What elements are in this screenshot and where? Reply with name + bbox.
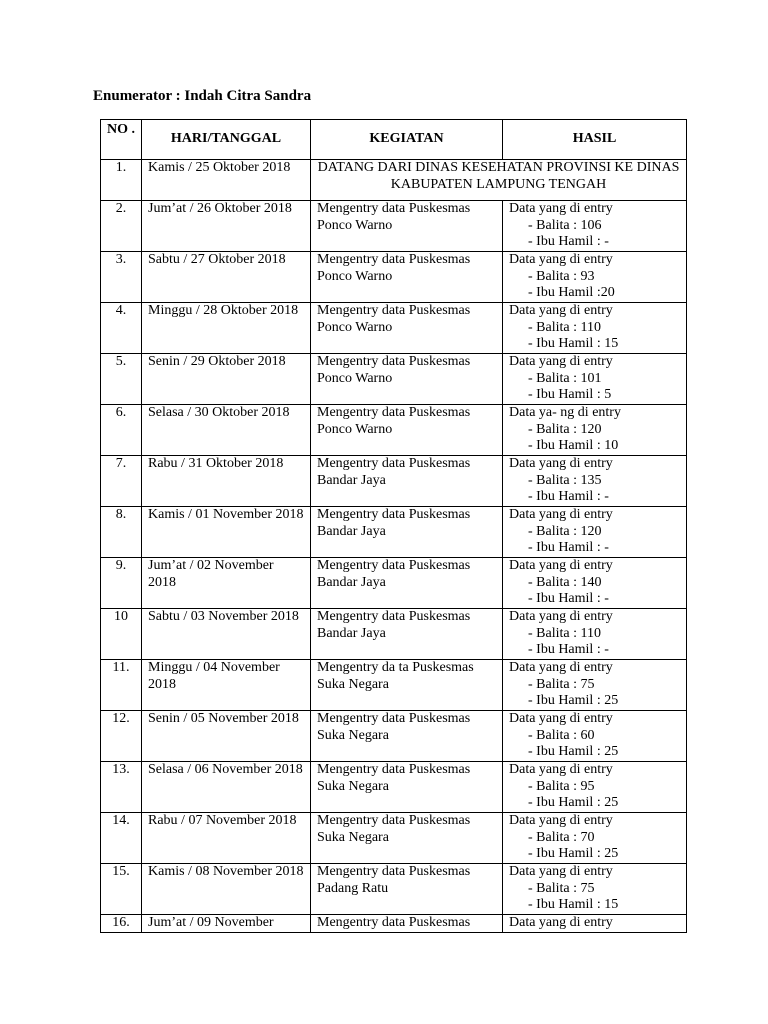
hasil-item: - Balita : 75 <box>528 676 595 692</box>
row-hasil <box>503 558 687 609</box>
enumerator-title: Enumerator : Indah Citra Sandra <box>93 88 312 104</box>
row-kegiatan: Mengentry data Puskesmas Bandar Jaya <box>311 456 503 507</box>
row-hasil <box>503 405 687 456</box>
table-row <box>101 405 687 456</box>
row-hari-tanggal: Minggu / 28 Oktober 2018 <box>142 303 311 354</box>
row-number: 9. <box>101 558 142 609</box>
row-number: 11. <box>101 660 142 711</box>
hasil-item: - Balita : 75 <box>528 880 595 896</box>
hasil-heading: Data yang di entry <box>509 660 613 675</box>
row-hasil <box>503 252 687 303</box>
row-number: 8. <box>101 507 142 558</box>
hasil-heading: Data yang di entry <box>509 609 613 624</box>
hasil-heading: Data yang di entry <box>509 303 613 318</box>
table-row <box>101 201 687 252</box>
row-hari-tanggal: Sabtu / 27 Oktober 2018 <box>142 252 311 303</box>
row-hari-tanggal: Rabu / 31 Oktober 2018 <box>142 456 311 507</box>
hasil-item: - Ibu Hamil : 25 <box>528 693 619 708</box>
table-row <box>101 609 687 660</box>
row-hari-tanggal: Selasa / 06 November 2018 <box>142 762 311 813</box>
table-row <box>101 354 687 405</box>
hasil-item: - Balita : 95 <box>528 778 595 794</box>
hasil-heading: Data yang di entry <box>509 813 613 828</box>
row-hari-tanggal: Minggu / 04 November 2018 <box>142 660 311 711</box>
row-kegiatan-merged: DATANG DARI DINAS KESEHATAN PROVINSI KE DINAS KABUPATEN LAMPUNG TENGAH <box>311 160 687 201</box>
hasil-item: - Ibu Hamil : 25 <box>528 795 619 810</box>
hasil-heading: Data yang di entry <box>509 456 613 471</box>
header-no: NO . <box>101 120 142 160</box>
row-hasil <box>503 864 687 915</box>
row-number: 2. <box>101 201 142 252</box>
table-row <box>101 558 687 609</box>
hasil-item: - Balita : 135 <box>528 472 602 488</box>
row-number: 12. <box>101 711 142 762</box>
hasil-item: - Balita : 120 <box>528 421 602 437</box>
hasil-heading: Data yang di entry <box>509 915 613 930</box>
hasil-item: - Ibu Hamil : 25 <box>528 744 619 759</box>
row-kegiatan: Mengentry data Puskesmas <box>311 915 503 933</box>
hasil-heading: Data ya- ng di entry <box>509 405 621 420</box>
table-row <box>101 762 687 813</box>
hasil-item: - Ibu Hamil : 15 <box>528 336 619 351</box>
row-kegiatan: Mengentry data Puskesmas Padang Ratu <box>311 864 503 915</box>
row-hari-tanggal: Kamis / 01 November 2018 <box>142 507 311 558</box>
hasil-item: - Ibu Hamil :20 <box>528 285 615 300</box>
row-kegiatan: Mengentry data Puskesmas Ponco Warno <box>311 303 503 354</box>
hasil-item: - Balita : 70 <box>528 829 595 845</box>
hasil-item: - Ibu Hamil : - <box>528 591 609 606</box>
hasil-item: - Balita : 140 <box>528 574 602 590</box>
row-kegiatan: Mengentry da ta Puskesmas Suka Negara <box>311 660 503 711</box>
row-kegiatan: Mengentry data Puskesmas Suka Negara <box>311 762 503 813</box>
table-row <box>101 507 687 558</box>
table-row <box>101 711 687 762</box>
row-hari-tanggal: Senin / 29 Oktober 2018 <box>142 354 311 405</box>
hasil-item: - Ibu Hamil : - <box>528 540 609 555</box>
row-hari-tanggal: Jum’at / 26 Oktober 2018 <box>142 201 311 252</box>
table-body <box>101 160 687 933</box>
row-hari-tanggal: Rabu / 07 November 2018 <box>142 813 311 864</box>
row-hari-tanggal: Sabtu / 03 November 2018 <box>142 609 311 660</box>
row-kegiatan: Mengentry data Puskesmas Suka Negara <box>311 813 503 864</box>
hasil-item: - Ibu Hamil : - <box>528 642 609 657</box>
hasil-item: - Balita : 60 <box>528 727 595 743</box>
hasil-item: - Ibu Hamil : 25 <box>528 846 619 861</box>
hasil-item: - Ibu Hamil : 5 <box>528 387 612 402</box>
row-hari-tanggal: Kamis / 08 November 2018 <box>142 864 311 915</box>
row-kegiatan: Mengentry data Puskesmas Ponco Warno <box>311 201 503 252</box>
table-header-row <box>101 120 687 160</box>
row-number: 16. <box>101 915 142 933</box>
row-hasil <box>503 507 687 558</box>
row-kegiatan: Mengentry data Puskesmas Suka Negara <box>311 711 503 762</box>
header-hari-tanggal: HARI/TANGGAL <box>142 120 311 160</box>
hasil-heading: Data yang di entry <box>509 762 613 777</box>
table-row <box>101 160 687 201</box>
row-hari-tanggal: Jum’at / 09 November <box>142 915 311 933</box>
hasil-heading: Data yang di entry <box>509 201 613 216</box>
row-hasil <box>503 456 687 507</box>
header-kegiatan: KEGIATAN <box>311 120 503 160</box>
row-number: 3. <box>101 252 142 303</box>
row-hari-tanggal: Kamis / 25 Oktober 2018 <box>142 160 311 201</box>
row-number: 4. <box>101 303 142 354</box>
hasil-heading: Data yang di entry <box>509 354 613 369</box>
row-hasil <box>503 609 687 660</box>
row-number: 10 <box>101 609 142 660</box>
row-kegiatan: Mengentry data Puskesmas Bandar Jaya <box>311 558 503 609</box>
hasil-heading: Data yang di entry <box>509 558 613 573</box>
hasil-item: - Balita : 110 <box>528 625 601 641</box>
row-hari-tanggal: Senin / 05 November 2018 <box>142 711 311 762</box>
hasil-item: - Balita : 101 <box>528 370 602 386</box>
row-hasil <box>503 915 687 933</box>
row-kegiatan: Mengentry data Puskesmas Bandar Jaya <box>311 507 503 558</box>
row-kegiatan: Mengentry data Puskesmas Ponco Warno <box>311 354 503 405</box>
row-hasil <box>503 660 687 711</box>
row-kegiatan: Mengentry data Puskesmas Ponco Warno <box>311 405 503 456</box>
row-hasil <box>503 201 687 252</box>
row-number: 14. <box>101 813 142 864</box>
row-hari-tanggal: Selasa / 30 Oktober 2018 <box>142 405 311 456</box>
table-row <box>101 252 687 303</box>
hasil-item: - Balita : 110 <box>528 319 601 335</box>
hasil-item: - Ibu Hamil : - <box>528 489 609 504</box>
hasil-item: - Ibu Hamil : 10 <box>528 438 619 453</box>
table-row <box>101 660 687 711</box>
row-hasil <box>503 303 687 354</box>
table-row <box>101 864 687 915</box>
hasil-item: - Balita : 93 <box>528 268 595 284</box>
hasil-heading: Data yang di entry <box>509 864 613 879</box>
row-number: 6. <box>101 405 142 456</box>
row-number: 15. <box>101 864 142 915</box>
row-hari-tanggal: Jum’at / 02 November 2018 <box>142 558 311 609</box>
table-row <box>101 915 687 933</box>
row-number: 5. <box>101 354 142 405</box>
row-kegiatan: Mengentry data Puskesmas Bandar Jaya <box>311 609 503 660</box>
hasil-heading: Data yang di entry <box>509 507 613 522</box>
row-number: 7. <box>101 456 142 507</box>
hasil-item: - Balita : 106 <box>528 217 602 233</box>
hasil-heading: Data yang di entry <box>509 711 613 726</box>
row-hasil <box>503 354 687 405</box>
row-hasil <box>503 813 687 864</box>
hasil-item: - Balita : 120 <box>528 523 602 539</box>
header-hasil: HASIL <box>503 120 687 160</box>
table-row <box>101 813 687 864</box>
hasil-heading: Data yang di entry <box>509 252 613 267</box>
row-kegiatan: Mengentry data Puskesmas Ponco Warno <box>311 252 503 303</box>
activity-table <box>100 119 687 933</box>
hasil-item: - Ibu Hamil : - <box>528 234 609 249</box>
row-hasil <box>503 711 687 762</box>
row-hasil <box>503 762 687 813</box>
row-number: 1. <box>101 160 142 201</box>
hasil-item: - Ibu Hamil : 15 <box>528 897 619 912</box>
row-number: 13. <box>101 762 142 813</box>
table-row <box>101 456 687 507</box>
table-row <box>101 303 687 354</box>
